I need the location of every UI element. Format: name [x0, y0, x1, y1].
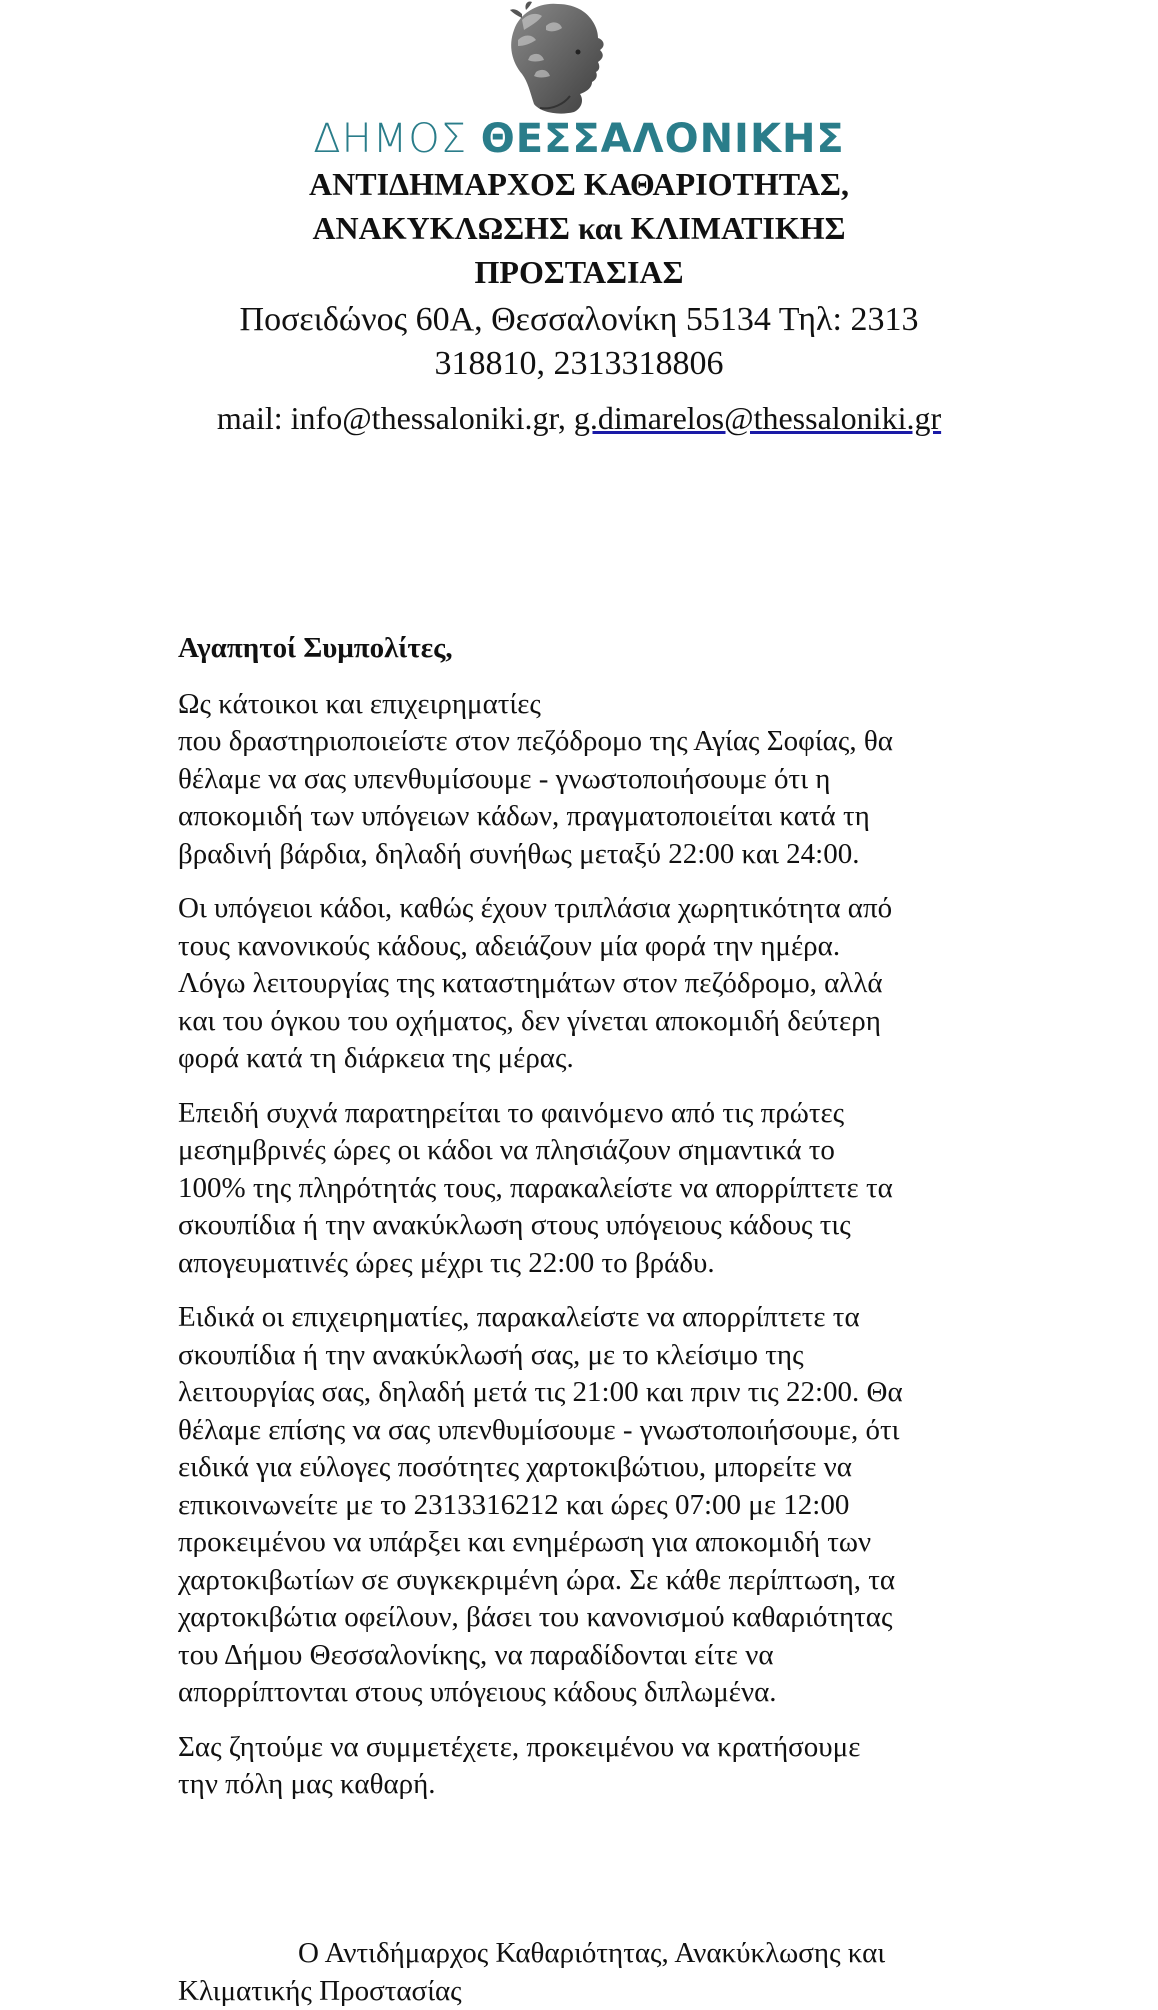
text-line: σκουπίδια ή την ανακύκλωση στους υπόγειους κάδους τις: [178, 1207, 1008, 1245]
contact-mail: [0, 396, 1158, 440]
letter-greeting: Αγαπητοί Συμπολίτες,: [178, 630, 1008, 668]
office-address: [0, 298, 1158, 386]
letter-paragraph: [178, 890, 1008, 1078]
text-line: τους κανονικούς κάδους, αδειάζουν μία φορά την ημέρα.: [178, 928, 1008, 966]
text-line: λειτουργίας σας, δηλαδή μετά τις 21:00 και πριν τις 22:00. Θα: [178, 1374, 1008, 1412]
letter-body: [178, 630, 1008, 1821]
text-line: χαρτοκιβωτίων σε συγκεκριμένη ώρα. Σε κάθε περίπτωση, τα: [178, 1562, 1008, 1600]
office-title-line: ΑΝΤΙΔΗΜΑΡΧΟΣ ΚΑΘΑΡΙΟΤΗΤΑΣ,: [0, 162, 1158, 206]
text-line: επικοινωνείτε με το 2313316212 και ώρες 07:00 με 12:00: [178, 1487, 1008, 1525]
text-line: απορρίπτονται στους υπόγειους κάδους διπλωμένα.: [178, 1674, 1008, 1712]
text-line: σκουπίδια ή την ανακύκλωσή σας, με το κλείσιμο της: [178, 1337, 1008, 1375]
letter-paragraph: [178, 1095, 1008, 1283]
text-line: που δραστηριοποιείστε στον πεζόδρομο της Αγίας Σοφίας, θα: [178, 723, 1008, 761]
text-line: μεσημβρινές ώρες οι κάδοι να πλησιάζουν σημαντικά το: [178, 1132, 1008, 1170]
text-line: 100% της πληρότητάς τους, παρακαλείστε να απορρίπτετε τα: [178, 1170, 1008, 1208]
text-line: Οι υπόγειοι κάδοι, καθώς έχουν τριπλάσια χωρητικότητα από: [178, 890, 1008, 928]
municipality-wordmark: [0, 115, 1158, 163]
text-line: και του όγκου του οχήματος, δεν γίνεται αποκομιδή δεύτερη: [178, 1003, 1008, 1041]
text-line: βραδινή βάρδια, δηλαδή συνήθως μεταξύ 22:00 και 24:00.: [178, 836, 1008, 874]
letter-paragraph: [178, 686, 1008, 874]
signature-line: Κλιματικής Προστασίας: [178, 1973, 1008, 2010]
text-line: θέλαμε επίσης να σας υπενθυμίσουμε - γνωστοποιήσουμε, ότι: [178, 1412, 1008, 1450]
text-line: Ως κάτοικοι και επιχειρηματίες: [178, 686, 1008, 724]
letter-signature: [178, 1935, 1008, 2010]
text-line: Ειδικά οι επιχειρηματίες, παρακαλείστε να απορρίπτετε τα: [178, 1299, 1008, 1337]
text-line: αποκομιδή των υπόγειων κάδων, πραγματοποιείται κατά τη: [178, 798, 1008, 836]
office-title-line: ΠΡΟΣΤΑΣΙΑΣ: [0, 250, 1158, 294]
office-title: [0, 162, 1158, 294]
text-line: Λόγω λειτουργίας της καταστημάτων στον πεζόδρομο, αλλά: [178, 965, 1008, 1003]
text-line: την πόλη μας καθαρή.: [178, 1766, 1008, 1804]
letter-paragraph: [178, 1299, 1008, 1712]
address-line: Ποσειδώνος 60Α, Θεσσαλονίκη 55134 Τηλ: 2313: [0, 298, 1158, 342]
mail-prefix: mail: info@thessaloniki.gr,: [217, 400, 574, 436]
text-line: απογευματινές ώρες μέχρι τις 22:00 το βράδυ.: [178, 1245, 1008, 1283]
text-line: προκειμένου να υπάρξει και ενημέρωση για αποκομιδή των: [178, 1524, 1008, 1562]
wordmark-bold: ΘΕΣΣΑΛΟΝΙΚΗΣ: [481, 116, 845, 162]
text-line: φορά κατά τη διάρκεια της μέρας.: [178, 1040, 1008, 1078]
address-line: 318810, 2313318806: [0, 342, 1158, 386]
signature-line: Ο Αντιδήμαρχος Καθαριότητας, Ανακύκλωσης και: [178, 1935, 1008, 1973]
text-line: θέλαμε να σας υπενθυμίσουμε - γνωστοποιήσουμε ότι η: [178, 761, 1008, 799]
text-line: Επειδή συχνά παρατηρείται το φαινόμενο από τις πρώτες: [178, 1095, 1008, 1133]
letter-paragraph: [178, 1729, 1008, 1804]
text-line: Σας ζητούμε να συμμετέχετε, προκειμένου να κρατήσουμε: [178, 1729, 1008, 1767]
wordmark-thin: ΔΗΜΟΣ: [313, 116, 480, 162]
alexander-head-coin-icon: [500, 0, 620, 118]
text-line: του Δήμου Θεσσαλονίκης, να παραδίδονται είτε να: [178, 1637, 1008, 1675]
email-link[interactable]: g.dimarelos@thessaloniki.gr: [574, 400, 941, 436]
text-line: χαρτοκιβώτια οφείλουν, βάσει του κανονισμού καθαριότητας: [178, 1599, 1008, 1637]
text-line: ειδικά για εύλογες ποσότητες χαρτοκιβώτιου, μπορείτε να: [178, 1449, 1008, 1487]
office-title-line: ΑΝΑΚΥΚΛΩΣΗΣ και ΚΛΙΜΑΤΙΚΗΣ: [0, 206, 1158, 250]
